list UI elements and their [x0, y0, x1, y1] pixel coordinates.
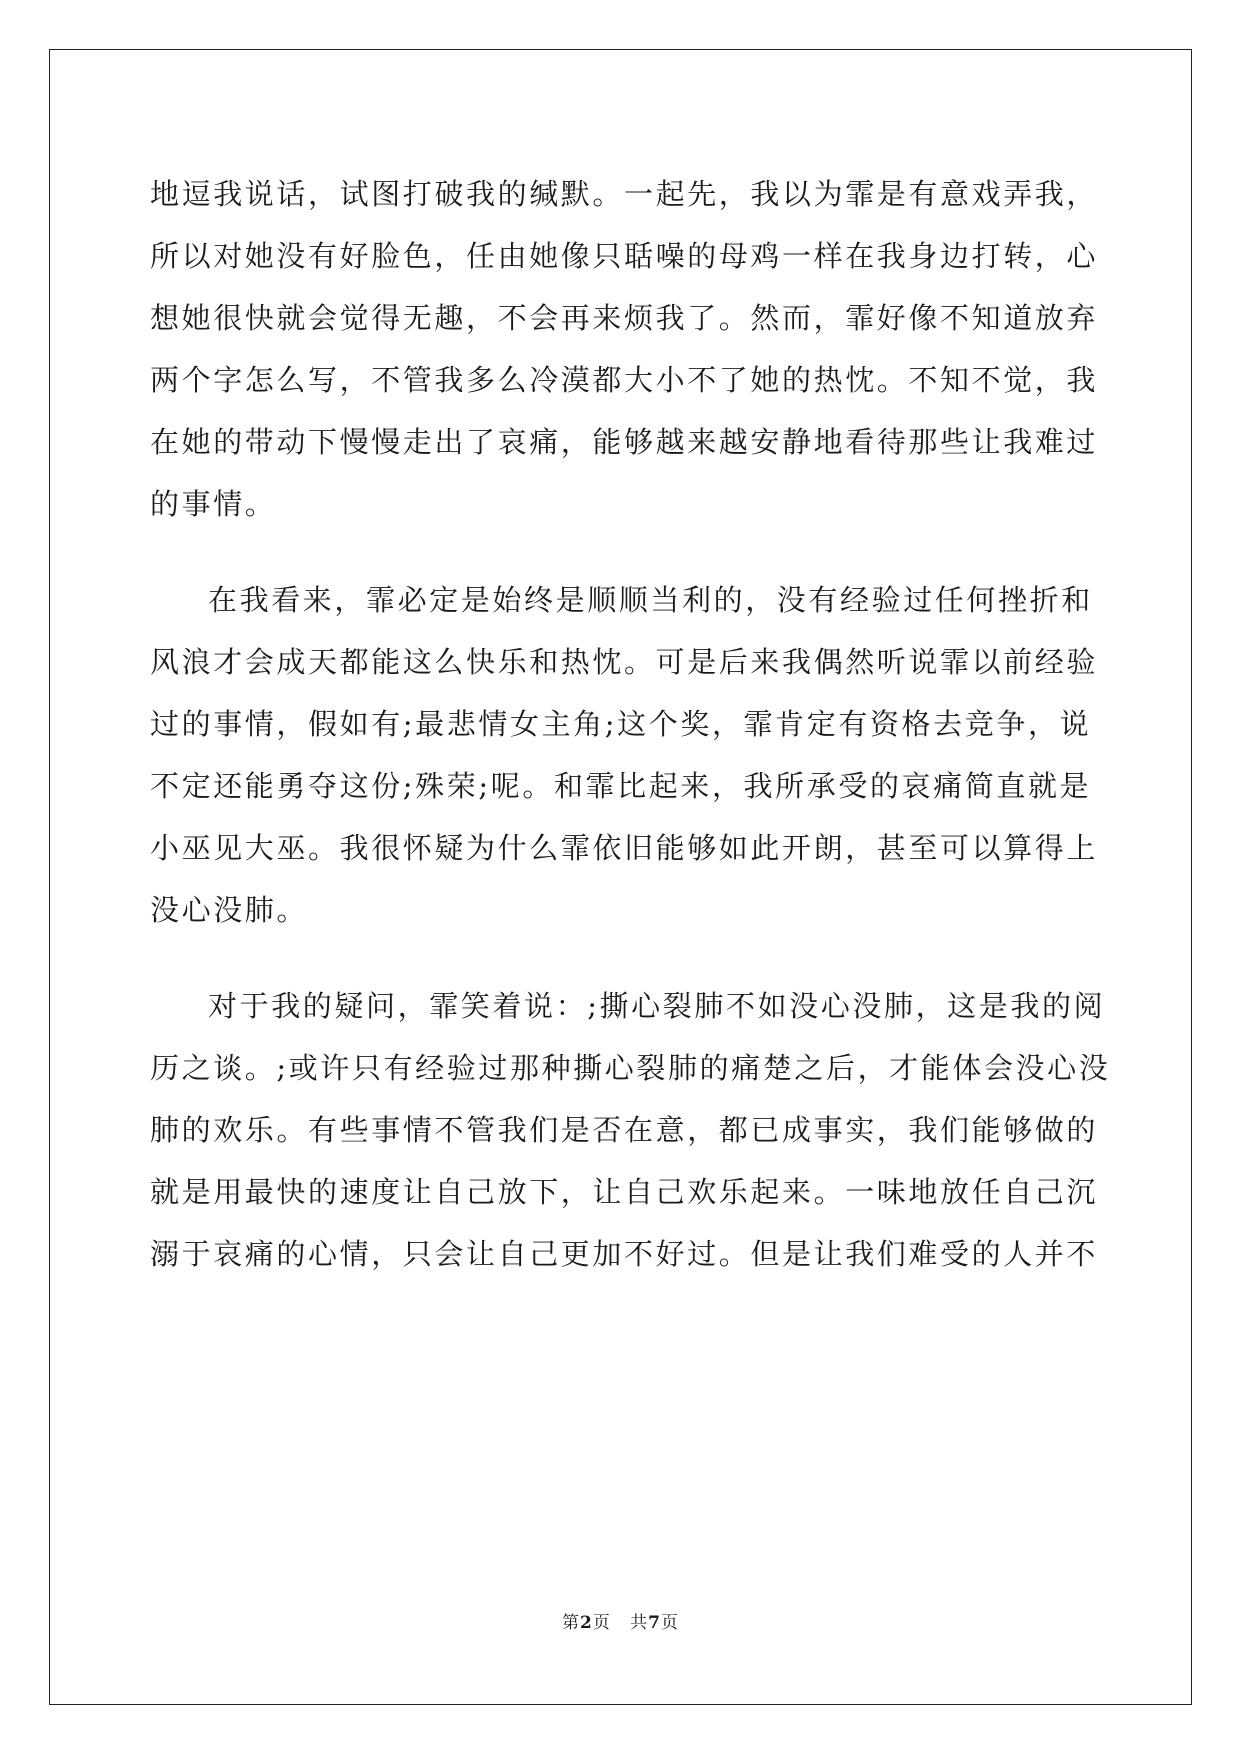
text-line: 历之谈。;或许只有经验过那种撕心裂肺的痛楚之后，才能体会没心没 — [150, 1051, 1111, 1085]
footer-prefix: 第 — [562, 1613, 581, 1633]
footer-total-prefix: 共 — [630, 1613, 649, 1633]
text-line: 两个字怎么写，不管我多么冷漠都大小不了她的热忱。不知不觉，我 — [150, 363, 1099, 397]
text-line: 不定还能勇夺这份;殊荣;呢。和霏比起来，我所承受的哀痛简直就是 — [150, 769, 1092, 803]
document-body — [150, 163, 1111, 1285]
paragraph-first-line: 在我看来，霏必定是始终是顺顺当利的，没有经验过任何挫折和 — [208, 583, 1093, 617]
text-line: 的事情。 — [150, 487, 277, 521]
footer-page-suffix: 页 — [592, 1613, 611, 1633]
text-line: 小巫见大巫。我很怀疑为什么霏依旧能够如此开朗，甚至可以算得上 — [150, 831, 1099, 865]
footer-total-suffix: 页 — [660, 1613, 679, 1633]
footer-page-number: 2 — [580, 1613, 593, 1633]
paragraph-first-line: 对于我的疑问，霏笑着说：;撕心裂肺不如没心没肺，这是我的阅 — [208, 989, 1106, 1023]
text-line: 过的事情，假如有;最悲情女主角;这个奖，霏肯定有资格去竞争，说 — [150, 707, 1092, 741]
text-line: 溺于哀痛的心情，只会让自己更加不好过。但是让我们难受的人并不 — [150, 1237, 1099, 1271]
text-line: 肺的欢乐。有些事情不管我们是否在意，都已成事实，我们能够做的 — [150, 1113, 1099, 1147]
text-line: 在她的带动下慢慢走出了哀痛，能够越来越安静地看待那些让我难过 — [150, 425, 1099, 459]
text-line: 没心没肺。 — [150, 893, 309, 927]
text-line: 就是用最快的速度让自己放下，让自己欢乐起来。一味地放任自己沉 — [150, 1175, 1099, 1209]
page-footer — [0, 1608, 1241, 1633]
text-line: 想她很快就会觉得无趣，不会再来烦我了。然而，霏好像不知道放弃 — [150, 301, 1099, 335]
text-line: 风浪才会成天都能这么快乐和热忱。可是后来我偶然听说霏以前经验 — [150, 645, 1099, 679]
footer-total-pages: 7 — [648, 1613, 661, 1633]
text-line: 所以对她没有好脸色，任由她像只聒噪的母鸡一样在我身边打转，心 — [150, 239, 1099, 273]
text-line: 地逗我说话，试图打破我的缄默。一起先，我以为霏是有意戏弄我， — [150, 177, 1099, 211]
